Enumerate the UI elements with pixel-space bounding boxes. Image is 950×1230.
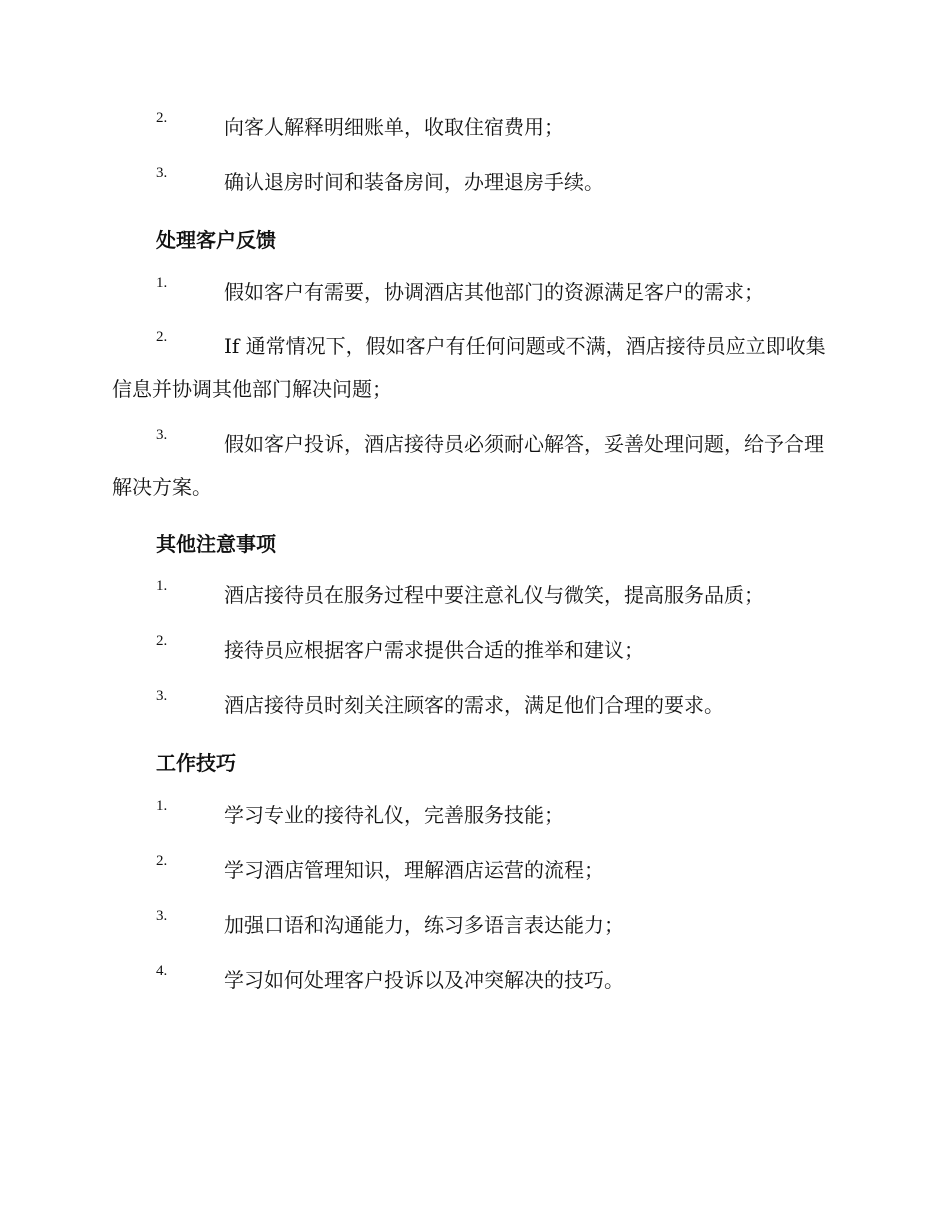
list-item <box>156 849 836 892</box>
list-item <box>112 423 836 509</box>
list-item <box>156 271 836 314</box>
list-item-text: 假如客户有需要，协调酒店其他部门的资源满足客户的需求； <box>224 280 764 304</box>
list-item <box>156 574 836 617</box>
list-item <box>156 904 836 947</box>
list-item-number: 3. <box>156 908 168 924</box>
list-item-number: 3. <box>156 427 168 443</box>
list-item <box>156 959 836 1002</box>
list-item-number: 2. <box>156 329 168 345</box>
list-item-text: 确认退房时间和装备房间，办理退房手续。 <box>224 170 604 194</box>
list-item-text: 向客人解释明细账单，收取住宿费用； <box>224 115 564 139</box>
list-item-text: 加强口语和沟通能力，练习多语言表达能力； <box>224 913 624 937</box>
list-item-text: 接待员应根据客户需求提供合适的推举和建议； <box>224 638 644 662</box>
list-item-text: 学习如何处理客户投诉以及冲突解决的技巧。 <box>224 968 624 992</box>
list-item <box>156 629 836 672</box>
list-item-number: 2. <box>156 110 168 126</box>
list-item-number: 3. <box>156 688 168 704</box>
list-item-number: 1. <box>156 798 168 814</box>
list-item <box>156 161 836 204</box>
list-item-text: 酒店接待员时刻关注顾客的需求，满足他们合理的要求。 <box>224 693 724 717</box>
list-item-text: If 通常情况下，假如客户有任何问题或不满，酒店接待员应立即收集信息并协调其他部门解决问题； <box>112 334 826 401</box>
list-item-text: 酒店接待员在服务过程中要注意礼仪与微笑，提高服务品质； <box>224 583 764 607</box>
list-item <box>112 325 836 411</box>
list-item-number: 3. <box>156 165 168 181</box>
list-item-number: 4. <box>156 963 168 979</box>
list-item <box>156 106 836 149</box>
list-item-text: 学习酒店管理知识，理解酒店运营的流程； <box>224 858 604 882</box>
list-item-text: 学习专业的接待礼仪，完善服务技能； <box>224 803 564 827</box>
section-heading: 其他注意事项 <box>156 532 276 556</box>
list-item-number: 2. <box>156 633 168 649</box>
section-heading: 处理客户反馈 <box>156 228 276 252</box>
list-item-text: 假如客户投诉，酒店接待员必须耐心解答，妥善处理问题，给予合理解决方案。 <box>112 432 824 499</box>
section-heading: 工作技巧 <box>156 751 236 775</box>
list-item-number: 2. <box>156 853 168 869</box>
list-item <box>156 794 836 837</box>
list-item-number: 1. <box>156 275 168 291</box>
list-item <box>156 684 836 727</box>
list-item-number: 1. <box>156 578 168 594</box>
